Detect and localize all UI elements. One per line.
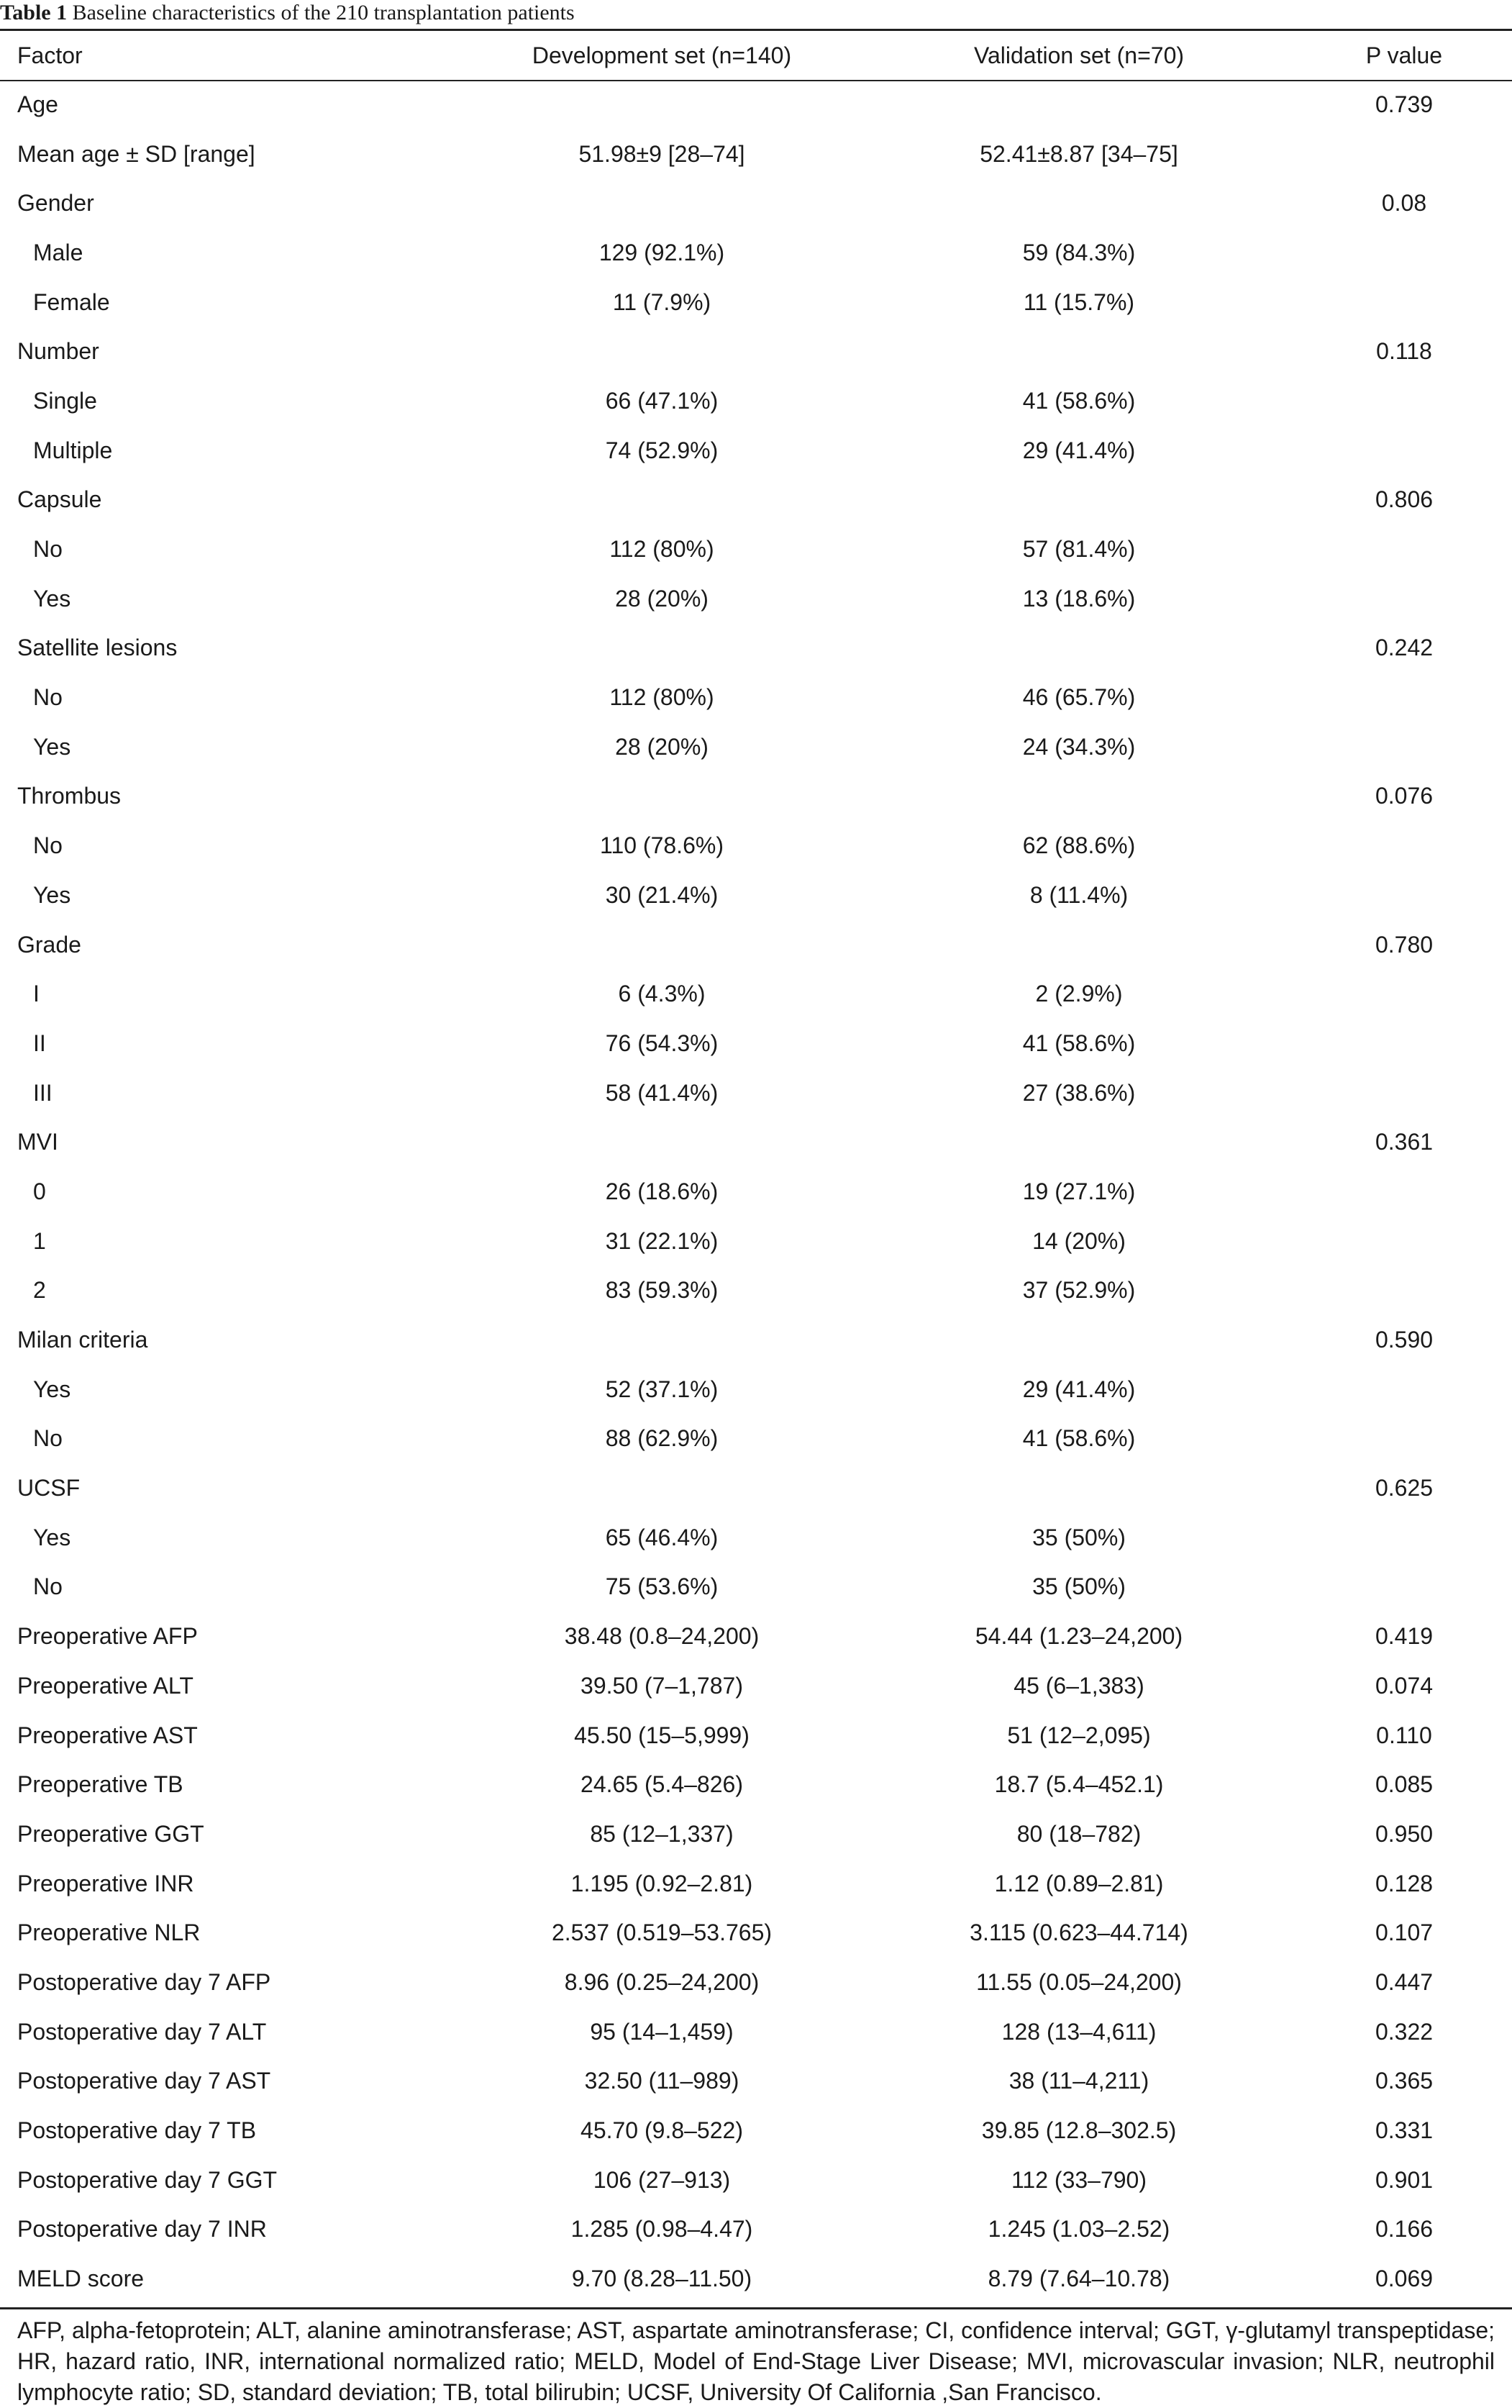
table-row [0, 624, 1512, 673]
p-value-cell [1338, 1217, 1470, 1266]
table-row [0, 1661, 1512, 1711]
table-row [0, 327, 1512, 376]
development-set-cell: 38.48 (0.8–24,200) [564, 1623, 760, 1650]
factor-cell: Preoperative ALT [17, 1672, 193, 1699]
table-footnote: AFP, alpha-fetoprotein; ALT, alanine aminotransferase; AST, aspartate aminotransferase; CI, confidence interval; GGT, γ-glutamyl transpeptidase; HR, hazard ratio, INR, international normalized ratio; MELD, Model of End-Stage Liver Disease; MVI, microvascular invasion; NLR, neutrophil lymphocyte ratio; SD, standard deviation; TB, total bilirubin; UCSF, University Of California ,San Francisco. [17, 2317, 1495, 2405]
factor-cell: Preoperative AST [17, 1722, 198, 1748]
validation-set-cell: 13 (18.6%) [1022, 585, 1136, 612]
p-value-cell: 0.322 [1375, 2018, 1434, 2045]
factor-cell: 0 [33, 1178, 46, 1204]
development-set-cell [460, 80, 863, 130]
development-set-cell: 112 (80%) [609, 536, 714, 563]
factor-cell: No [33, 832, 63, 859]
baseline-table [0, 32, 1512, 2304]
p-value-cell: 0.074 [1375, 1672, 1434, 1699]
development-set-cell: 106 (27–913) [593, 2166, 731, 2193]
development-set-cell [460, 1463, 863, 1513]
validation-set-cell [878, 327, 1280, 376]
p-value-cell: 0.242 [1375, 635, 1434, 661]
header-p-value: P value [1365, 42, 1443, 68]
table-row [0, 376, 1512, 426]
development-set-cell: 2.537 (0.519–53.765) [551, 1919, 773, 1946]
p-value-cell: 0.107 [1375, 1919, 1434, 1946]
table-row [0, 1463, 1512, 1513]
table-row [0, 1019, 1512, 1068]
table-row [0, 1315, 1512, 1365]
development-set-cell: 9.70 (8.28–11.50) [571, 2266, 752, 2292]
factor-cell: No [33, 1425, 63, 1452]
table-row [0, 228, 1512, 278]
table-caption [0, 0, 1512, 26]
validation-set-cell: 51 (12–2,095) [1007, 1722, 1151, 1748]
factor-cell: Postoperative day 7 AFP [17, 1968, 271, 1995]
development-set-cell: 8.96 (0.25–24,200) [564, 1968, 760, 1995]
factor-cell: Preoperative INR [17, 1870, 194, 1896]
p-value-cell: 0.076 [1375, 783, 1434, 809]
p-value-cell: 0.118 [1376, 338, 1432, 365]
table-row [0, 871, 1512, 920]
development-set-cell: 112 (80%) [609, 684, 714, 711]
table-row [0, 920, 1512, 970]
factor-cell: I [33, 981, 40, 1007]
factor-cell: Mean age ± SD [range] [17, 140, 255, 167]
validation-set-cell: 8.79 (7.64–10.78) [988, 2266, 1170, 2292]
factor-cell: Thrombus [17, 783, 122, 809]
development-set-cell: 65 (46.4%) [605, 1524, 719, 1550]
table-row [0, 1266, 1512, 1316]
factor-cell: Preoperative NLR [17, 1919, 201, 1946]
table-caption-text: Baseline characteristics of the 210 transplantation patients [67, 1, 575, 24]
table-row [0, 178, 1512, 228]
validation-set-cell: 37 (52.9%) [1022, 1277, 1136, 1304]
factor-cell: Yes [33, 585, 71, 612]
validation-set-cell: 45 (6–1,383) [1014, 1672, 1144, 1699]
validation-set-cell: 19 (27.1%) [1022, 1178, 1136, 1204]
factor-cell: Preoperative GGT [17, 1820, 204, 1847]
p-value-cell [1338, 1068, 1470, 1118]
factor-cell: MVI [17, 1129, 58, 1155]
p-value-cell: 0.361 [1375, 1129, 1434, 1155]
validation-set-cell: 41 (58.6%) [1022, 1425, 1136, 1452]
development-set-cell [460, 920, 863, 970]
development-set-cell: 26 (18.6%) [605, 1178, 719, 1204]
validation-set-cell: 62 (88.6%) [1022, 832, 1136, 859]
table-row [0, 2254, 1512, 2304]
table-row [0, 1365, 1512, 1414]
development-set-cell [460, 327, 863, 376]
development-set-cell: 24.65 (5.4–826) [580, 1771, 743, 1798]
validation-set-cell: 52.41±8.87 [34–75] [980, 140, 1178, 167]
factor-cell: No [33, 1573, 63, 1600]
p-value-cell: 0.085 [1375, 1771, 1434, 1798]
validation-set-cell [878, 80, 1280, 130]
p-value-cell: 0.331 [1375, 2117, 1434, 2144]
table-row [0, 80, 1512, 130]
validation-set-cell: 41 (58.6%) [1022, 1030, 1136, 1056]
development-set-cell: 66 (47.1%) [605, 387, 719, 414]
header-development-set: Development set (n=140) [532, 42, 792, 68]
development-set-cell: 95 (14–1,459) [590, 2018, 734, 2045]
development-set-cell [460, 772, 863, 822]
factor-cell: Yes [33, 733, 71, 760]
table-row [0, 476, 1512, 525]
p-value-cell: 0.069 [1375, 2266, 1434, 2292]
validation-set-cell: 128 (13–4,611) [1001, 2018, 1157, 2045]
validation-set-cell [878, 476, 1280, 525]
validation-set-cell: 8 (11.4%) [1029, 881, 1129, 908]
factor-cell: Yes [33, 881, 71, 908]
validation-set-cell: 3.115 (0.623–44.714) [970, 1919, 1188, 1946]
development-set-cell: 11 (7.9%) [612, 288, 711, 315]
factor-cell: Postoperative day 7 GGT [17, 2166, 278, 2193]
development-set-cell: 30 (21.4%) [605, 881, 719, 908]
factor-cell: Milan criteria [17, 1327, 148, 1353]
table-row [0, 1958, 1512, 2007]
development-set-cell: 32.50 (11–989) [584, 2068, 739, 2094]
p-value-cell: 0.806 [1375, 486, 1434, 513]
validation-set-cell: 57 (81.4%) [1022, 536, 1136, 563]
validation-set-cell [878, 624, 1280, 673]
development-set-cell: 75 (53.6%) [605, 1573, 719, 1600]
development-set-cell: 85 (12–1,337) [590, 1820, 734, 1847]
validation-set-cell: 41 (58.6%) [1022, 387, 1136, 414]
p-value-cell [1338, 524, 1470, 574]
table-row [0, 426, 1512, 476]
table-row [0, 1217, 1512, 1266]
table-row [0, 1563, 1512, 1612]
factor-cell: Preoperative TB [17, 1771, 183, 1798]
factor-cell: 2 [33, 1277, 46, 1304]
table-row [0, 821, 1512, 871]
validation-set-cell: 27 (38.6%) [1022, 1079, 1136, 1106]
development-set-cell [460, 1315, 863, 1365]
table-bottom-rule [0, 2307, 1512, 2309]
p-value-cell: 0.08 [1381, 190, 1427, 217]
development-set-cell: 45.70 (9.8–522) [580, 2117, 743, 2144]
table-body [0, 80, 1512, 2304]
validation-set-cell [878, 1315, 1280, 1365]
development-set-cell: 39.50 (7–1,787) [580, 1672, 743, 1699]
p-value-cell: 0.166 [1375, 2216, 1434, 2243]
table-header-row [0, 32, 1512, 80]
p-value-cell [1338, 821, 1470, 871]
p-value-cell [1338, 278, 1470, 327]
p-value-cell [1338, 1266, 1470, 1316]
factor-cell: Male [33, 239, 83, 265]
factor-cell: III [33, 1079, 53, 1106]
validation-set-cell: 1.245 (1.03–2.52) [988, 2216, 1170, 2243]
factor-cell: Satellite lesions [17, 635, 178, 661]
factor-cell: Postoperative day 7 TB [17, 2117, 257, 2144]
table-row [0, 1414, 1512, 1464]
development-set-cell: 58 (41.4%) [605, 1079, 719, 1106]
table-row [0, 2106, 1512, 2155]
validation-set-cell: 80 (18–782) [1016, 1820, 1142, 1847]
validation-set-cell: 59 (84.3%) [1022, 239, 1136, 265]
table-row [0, 722, 1512, 772]
factor-cell: No [33, 536, 63, 563]
factor-cell: Grade [17, 931, 81, 958]
factor-cell: Postoperative day 7 ALT [17, 2018, 267, 2045]
p-value-cell: 0.590 [1375, 1327, 1434, 1353]
development-set-cell: 1.285 (0.98–4.47) [570, 2216, 753, 2243]
table-top-rule [0, 29, 1512, 31]
development-set-cell [460, 624, 863, 673]
factor-cell: Preoperative AFP [17, 1623, 198, 1650]
factor-cell: UCSF [17, 1475, 81, 1501]
validation-set-cell: 24 (34.3%) [1022, 733, 1136, 760]
table-row [0, 2155, 1512, 2205]
validation-set-cell [878, 1463, 1280, 1513]
table-row [0, 1711, 1512, 1760]
validation-set-cell: 46 (65.7%) [1022, 684, 1136, 711]
p-value-cell [1338, 228, 1470, 278]
header-validation-set: Validation set (n=70) [973, 42, 1185, 68]
factor-cell: Yes [33, 1376, 71, 1402]
table-row [0, 2205, 1512, 2255]
p-value-cell [1338, 722, 1470, 772]
development-set-cell: 28 (20%) [615, 585, 709, 612]
p-value-cell [1338, 1365, 1470, 1414]
validation-set-cell: 14 (20%) [1032, 1227, 1126, 1254]
development-set-cell: 51.98±9 [28–74] [578, 140, 745, 167]
table-row [0, 1117, 1512, 1167]
p-value-cell: 0.950 [1375, 1820, 1434, 1847]
table-row [0, 1809, 1512, 1859]
development-set-cell: 52 (37.1%) [605, 1376, 719, 1402]
p-value-cell [1338, 130, 1470, 179]
development-set-cell: 1.195 (0.92–2.81) [570, 1870, 753, 1896]
validation-set-cell: 11.55 (0.05–24,200) [976, 1968, 1182, 1995]
development-set-cell [460, 1117, 863, 1167]
table-row [0, 1760, 1512, 1809]
development-set-cell: 76 (54.3%) [605, 1030, 719, 1056]
validation-set-cell: 29 (41.4%) [1022, 437, 1136, 463]
validation-set-cell [878, 178, 1280, 228]
table-row [0, 969, 1512, 1019]
p-value-cell [1338, 1167, 1470, 1217]
factor-cell: Postoperative day 7 INR [17, 2216, 267, 2243]
p-value-cell [1338, 1513, 1470, 1563]
table-row [0, 1513, 1512, 1563]
factor-cell: Multiple [33, 437, 113, 463]
p-value-cell: 0.780 [1375, 931, 1434, 958]
development-set-cell [460, 178, 863, 228]
p-value-cell [1338, 376, 1470, 426]
p-value-cell: 0.625 [1375, 1475, 1434, 1501]
p-value-cell: 0.739 [1375, 91, 1434, 117]
validation-set-cell: 54.44 (1.23–24,200) [975, 1623, 1183, 1650]
development-set-cell: 6 (4.3%) [618, 981, 706, 1007]
table-row [0, 2007, 1512, 2057]
validation-set-cell: 1.12 (0.89–2.81) [994, 1870, 1164, 1896]
validation-set-cell: 2 (2.9%) [1035, 981, 1123, 1007]
validation-set-cell: 38 (11–4,211) [1008, 2068, 1149, 2094]
factor-cell: II [33, 1030, 46, 1056]
p-value-cell [1338, 1563, 1470, 1612]
development-set-cell [460, 476, 863, 525]
development-set-cell: 45.50 (15–5,999) [574, 1722, 750, 1748]
development-set-cell: 83 (59.3%) [605, 1277, 719, 1304]
table-row [0, 1167, 1512, 1217]
validation-set-cell: 35 (50%) [1032, 1573, 1126, 1600]
p-value-cell [1338, 1019, 1470, 1068]
p-value-cell [1338, 1414, 1470, 1464]
table-row [0, 1612, 1512, 1661]
development-set-cell: 31 (22.1%) [605, 1227, 719, 1254]
development-set-cell: 28 (20%) [615, 733, 709, 760]
table-row [0, 524, 1512, 574]
p-value-cell: 0.110 [1376, 1722, 1432, 1748]
p-value-cell: 0.447 [1375, 1968, 1434, 1995]
table-row [0, 574, 1512, 624]
p-value-cell: 0.128 [1375, 1870, 1434, 1896]
development-set-cell: 110 (78.6%) [600, 832, 724, 859]
validation-set-cell: 18.7 (5.4–452.1) [994, 1771, 1164, 1798]
validation-set-cell: 112 (33–790) [1011, 2166, 1147, 2193]
factor-cell: Gender [17, 190, 94, 217]
development-set-cell: 88 (62.9%) [605, 1425, 719, 1452]
table-row [0, 772, 1512, 822]
validation-set-cell [878, 920, 1280, 970]
table-row [0, 2057, 1512, 2107]
factor-cell: 1 [33, 1227, 46, 1254]
validation-set-cell: 29 (41.4%) [1022, 1376, 1136, 1402]
p-value-cell [1338, 673, 1470, 722]
development-set-cell: 129 (92.1%) [598, 239, 725, 265]
table-row [0, 1068, 1512, 1118]
validation-set-cell [878, 772, 1280, 822]
header-factor: Factor [17, 42, 83, 68]
table-row [0, 1859, 1512, 1909]
validation-set-cell: 39.85 (12.8–302.5) [981, 2117, 1177, 2144]
factor-cell: Yes [33, 1524, 71, 1550]
development-set-cell: 74 (52.9%) [605, 437, 719, 463]
factor-cell: No [33, 684, 63, 711]
validation-set-cell [878, 1117, 1280, 1167]
table-caption-label: Table 1 [0, 1, 68, 24]
factor-cell: MELD score [17, 2266, 145, 2292]
p-value-cell [1338, 574, 1470, 624]
table-row [0, 278, 1512, 327]
table-row [0, 673, 1512, 722]
table-row [0, 130, 1512, 179]
validation-set-cell: 11 (15.7%) [1023, 288, 1135, 315]
factor-cell: Single [33, 387, 97, 414]
p-value-cell: 0.419 [1375, 1623, 1434, 1650]
validation-set-cell: 35 (50%) [1032, 1524, 1126, 1550]
table-row [0, 1908, 1512, 1958]
factor-cell: Age [17, 91, 58, 117]
p-value-cell: 0.901 [1375, 2166, 1434, 2193]
factor-cell: Female [33, 288, 110, 315]
p-value-cell [1338, 426, 1470, 476]
factor-cell: Capsule [17, 486, 102, 513]
factor-cell: Number [17, 338, 99, 365]
p-value-cell [1338, 969, 1470, 1019]
p-value-cell: 0.365 [1375, 2068, 1434, 2094]
factor-cell: Postoperative day 7 AST [17, 2068, 271, 2094]
p-value-cell [1338, 871, 1470, 920]
